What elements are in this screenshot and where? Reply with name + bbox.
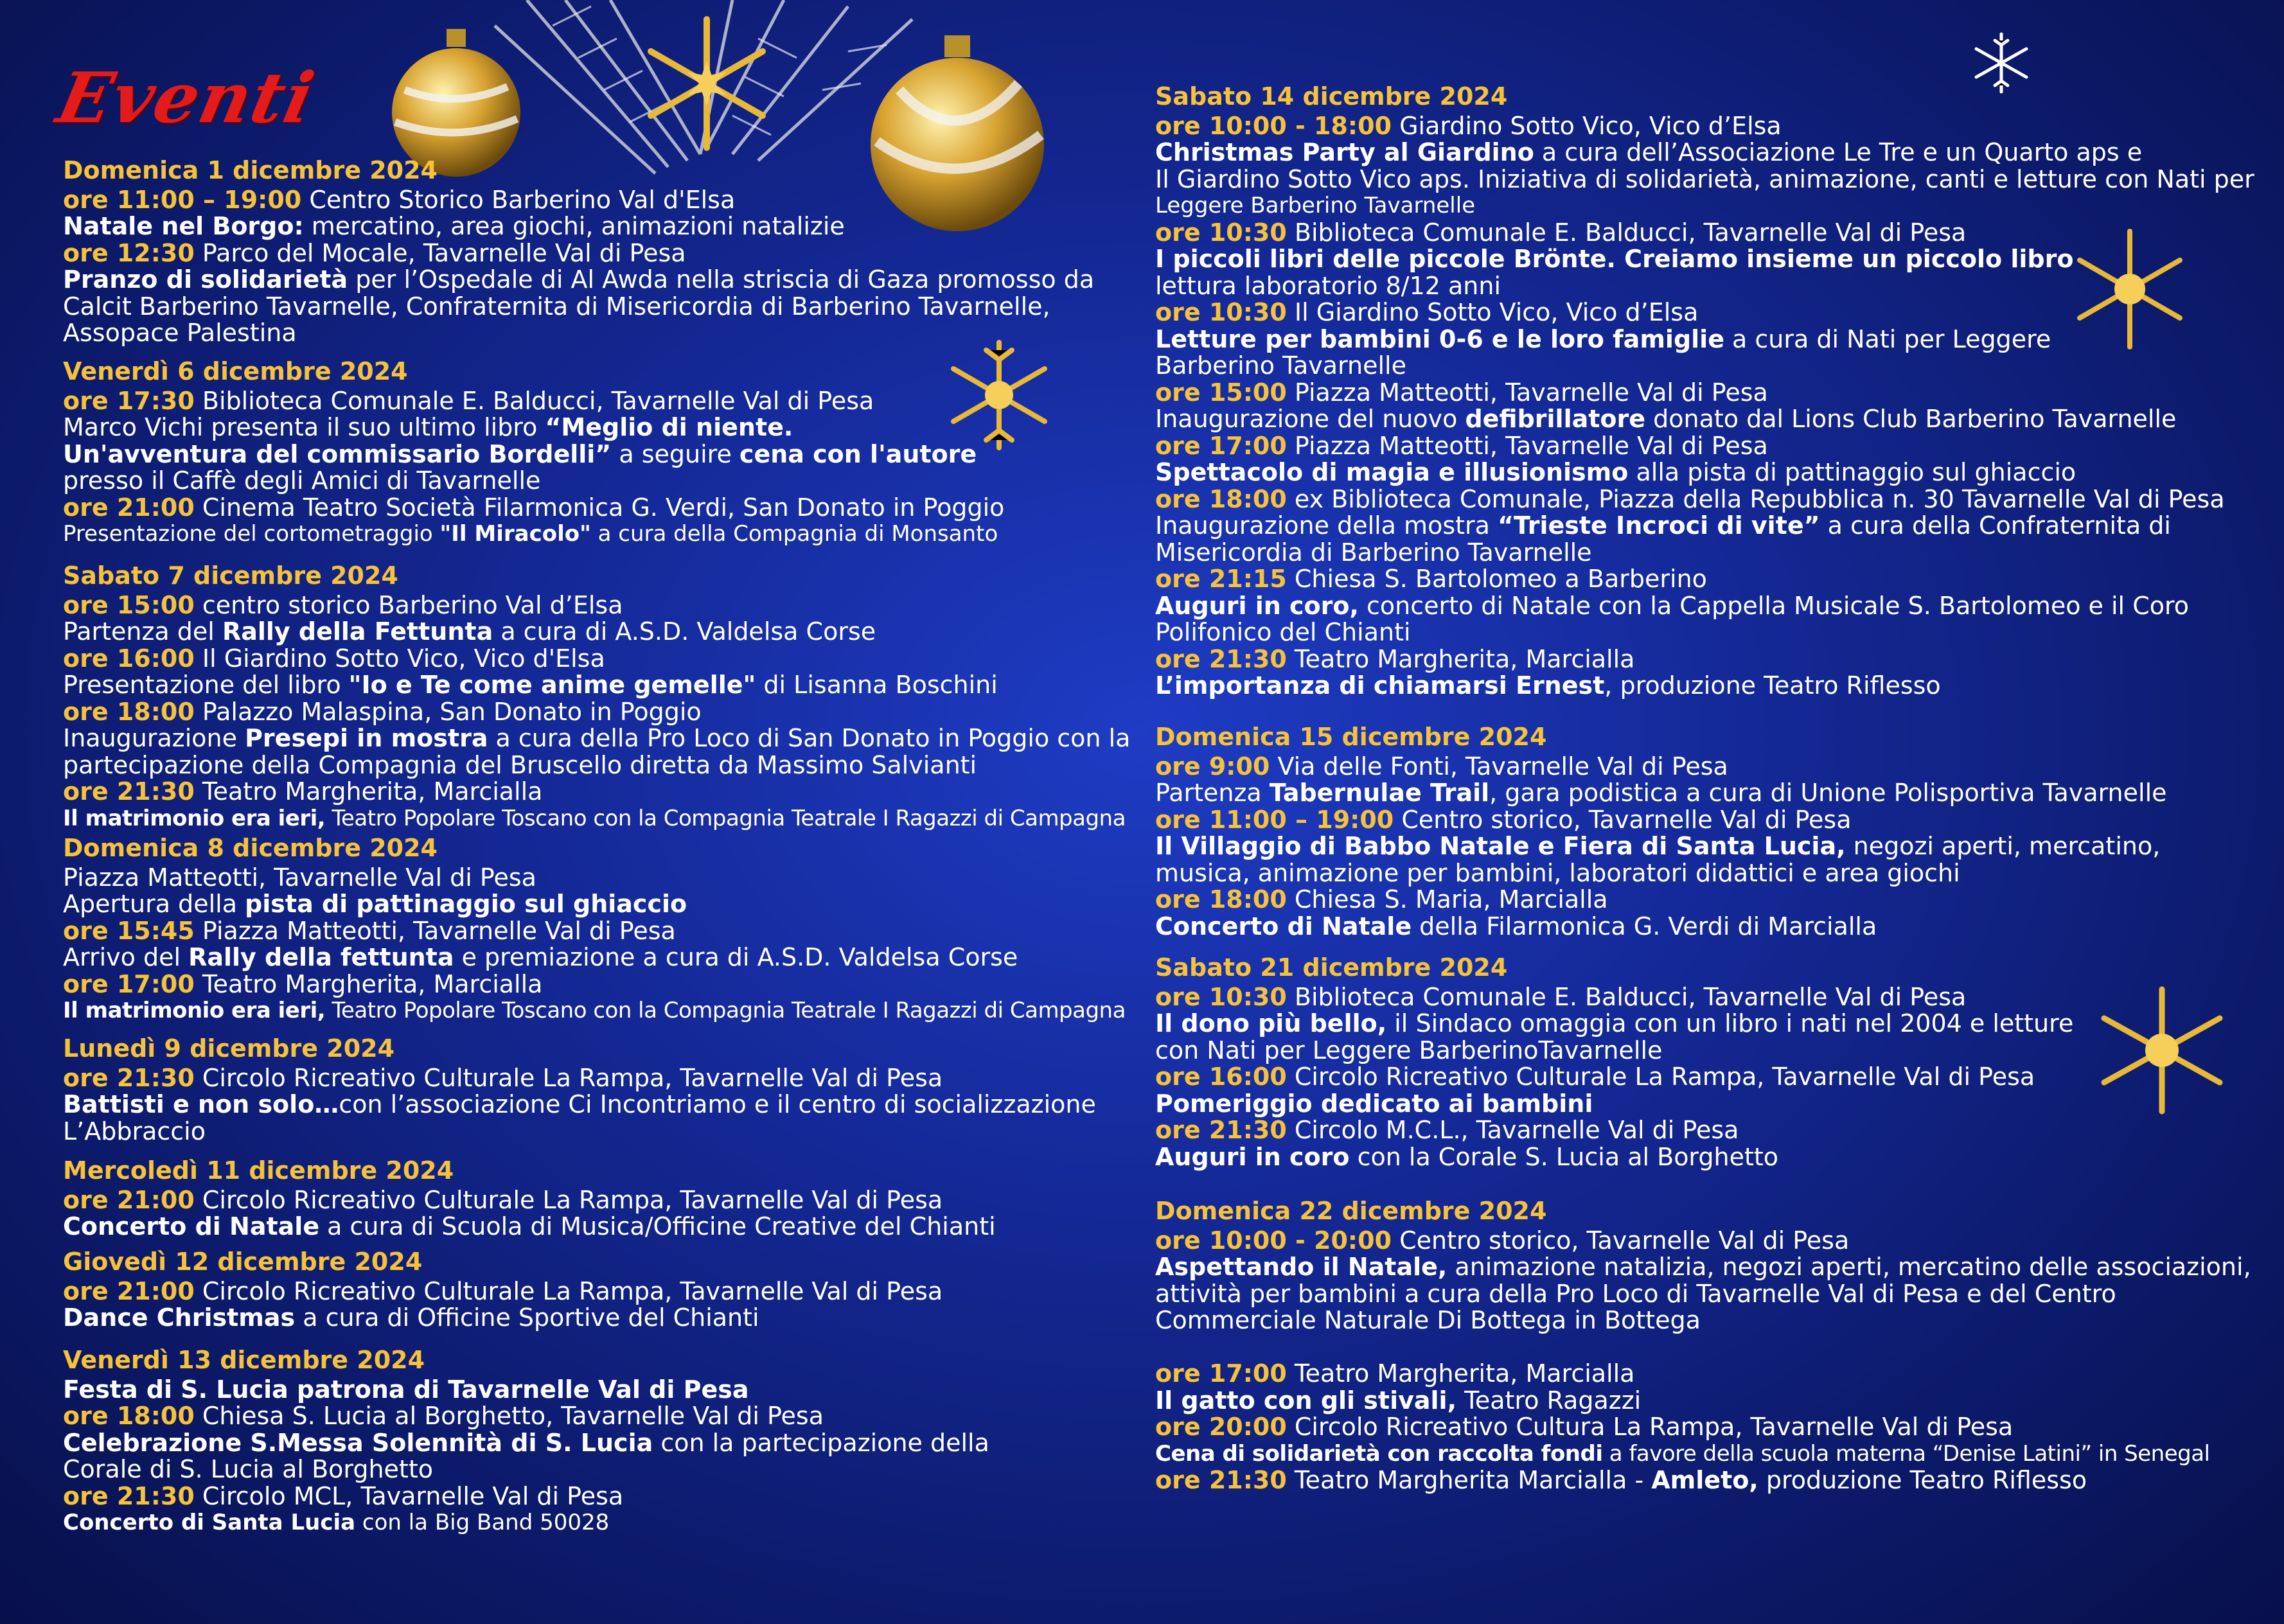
event-line xyxy=(1155,1090,1593,1118)
event-text: Misericordia di Barberino Tavarnelle xyxy=(1155,538,1592,567)
event-line xyxy=(1155,779,2167,807)
event-text: Iniziativa di solidarietà, animazione, canti e letture con Nati per xyxy=(1477,164,2254,193)
event-text: Teatro Margherita Marcialla - xyxy=(1286,1466,1652,1494)
event-line xyxy=(1155,671,1941,700)
event-line xyxy=(1155,432,1768,460)
date-heading: Venerdì 6 dicembre 2024 xyxy=(63,357,408,385)
date-heading: Domenica 15 dicembre 2024 xyxy=(1155,723,1547,751)
event-text: a seguire xyxy=(611,439,739,468)
event-line xyxy=(1155,618,1411,646)
event-time: ore 11:00 – 19:00 xyxy=(1155,805,1394,834)
event-text: Circolo M.C.L., Tavarnelle Val di Pesa xyxy=(1286,1116,1739,1144)
event-title: Auguri in coro, xyxy=(1155,591,1359,620)
event-text: Il Giardino Sotto Vico, Vico d'Elsa xyxy=(194,644,605,673)
event-text: partecipazione della Compagnia del Bruscello diretta da Massimo Salvianti xyxy=(63,750,977,779)
event-text: a cura dell’Associazione Le Tre e un Quarto aps e xyxy=(1534,138,2143,166)
event-title: Auguri in coro xyxy=(1155,1142,1350,1171)
event-text: Chiesa S. Maria, Marcialla xyxy=(1286,885,1608,914)
event-time: ore 18:00 xyxy=(63,697,195,726)
event-text: animazione natalizia, negozi aperti, mercatino delle associazioni, xyxy=(1447,1253,2251,1281)
event-line xyxy=(63,1064,943,1092)
event-text: centro storico Barberino Val d’Elsa xyxy=(194,590,623,619)
event-time: ore 16:00 xyxy=(63,644,195,673)
event-title: Battisti e non solo… xyxy=(63,1090,339,1118)
event-text: a cura di A.S.D. Valdelsa Corse xyxy=(493,617,876,646)
event-line xyxy=(63,777,542,806)
event-title: Concerto di Natale xyxy=(63,1212,320,1240)
event-line xyxy=(63,644,605,673)
event-title: Spettacolo di magia e illusionismo xyxy=(1155,458,1629,486)
event-time: ore 17:00 xyxy=(1155,1359,1287,1388)
event-text: Inaugurazione della mostra xyxy=(1155,511,1498,540)
event-text: Leggere Barberino Tavarnelle xyxy=(1155,193,1476,218)
event-text: Piazza Matteotti, Tavarnelle Val di Pesa xyxy=(194,916,676,945)
event-text: Piazza Matteotti, Tavarnelle Val di Pesa xyxy=(63,863,536,892)
event-title: Il gatto con gli stivali, xyxy=(1155,1386,1457,1415)
event-line xyxy=(63,186,735,214)
event-text: Inaugurazione del nuovo xyxy=(1155,405,1465,433)
event-line xyxy=(63,239,686,267)
event-time: ore 21:30 xyxy=(63,777,195,806)
event-title: Letture per bambini 0-6 e le loro famiglie xyxy=(1155,324,1724,353)
event-title: Tabernulae Trail xyxy=(1269,779,1490,807)
event-line xyxy=(63,1212,996,1240)
event-time: ore 11:00 – 19:00 xyxy=(63,185,302,214)
event-title: “Meglio di niente. xyxy=(545,413,793,441)
event-text: Presentazione del cortometraggio xyxy=(63,521,440,547)
event-line xyxy=(63,1429,989,1457)
event-line xyxy=(1155,1280,2116,1308)
event-line xyxy=(1155,538,1592,567)
event-line xyxy=(1155,458,2076,486)
event-text: a cura della Compagnia di Monsanto xyxy=(590,521,998,547)
event-text: Circolo Ricreativo Culturale La Rampa, Tavarnelle Val di Pesa xyxy=(194,1185,943,1214)
event-line xyxy=(1155,218,1966,247)
event-line xyxy=(63,212,845,240)
event-line xyxy=(63,996,1126,1025)
event-line xyxy=(63,1277,943,1305)
event-text: Presentazione del libro xyxy=(63,671,349,699)
event-time: ore 17:30 xyxy=(63,386,195,415)
event-title: Presepi in mostra xyxy=(245,724,488,752)
event-text: Centro storico, Tavarnelle Val di Pesa xyxy=(1394,805,1852,834)
event-title: Celebrazione S.Messa Solennità di S. Lucia xyxy=(63,1428,653,1457)
date-heading: Sabato 7 dicembre 2024 xyxy=(63,561,398,590)
event-text: Centro storico, Tavarnelle Val di Pesa xyxy=(1392,1226,1850,1255)
event-line xyxy=(1155,378,1768,407)
event-title: Concerto di Natale xyxy=(1155,912,1412,940)
event-line xyxy=(63,1186,943,1214)
event-title: Festa di S. Lucia patrona di Tavarnelle Val di Pesa xyxy=(63,1375,749,1404)
event-title: Christmas Party al Giardino xyxy=(1155,138,1534,166)
event-text: Piazza Matteotti, Tavarnelle Val di Pesa xyxy=(1286,431,1768,460)
event-line xyxy=(1155,859,1960,887)
event-line xyxy=(1155,752,1728,781)
event-text: il Sindaco omaggia con un libro i nati nel 2004 e letture xyxy=(1386,1009,2074,1037)
event-text: Partenza xyxy=(1155,779,1270,807)
event-text: per l’Ospedale di Al Awda nella striscia di Gaza promosso da xyxy=(348,265,1095,294)
gold-snowflake-left-icon xyxy=(941,337,1057,453)
event-title: Rally della Fettunta xyxy=(222,617,493,646)
event-text: Barberino Tavarnelle xyxy=(1155,351,1406,380)
event-line xyxy=(63,617,876,646)
event-time: ore 17:00 xyxy=(63,969,195,998)
event-time: ore 21:30 xyxy=(63,1481,195,1510)
event-time: ore 20:00 xyxy=(1155,1413,1287,1441)
event-line xyxy=(63,1090,1096,1118)
event-title: L’importanza di chiamarsi Ernest xyxy=(1155,671,1605,700)
event-line xyxy=(63,724,1130,752)
event-time: ore 21:30 xyxy=(1155,644,1287,673)
event-line xyxy=(1155,1359,1634,1388)
event-text: Palazzo Malaspina, San Donato in Poggio xyxy=(194,697,702,726)
event-text: a cura della Pro Loco di San Donato in Poggio con la xyxy=(488,724,1131,752)
event-text: Giardino Sotto Vico, Vico d’Elsa xyxy=(1392,111,1782,140)
event-line xyxy=(63,520,998,548)
event-title: I piccoli libri delle piccole Brönte. Creiamo insieme un piccolo libro xyxy=(1155,245,2074,273)
event-title: cena con l'autore xyxy=(739,439,977,468)
date-heading: Giovedì 12 dicembre 2024 xyxy=(63,1248,423,1276)
event-line xyxy=(63,1455,433,1483)
event-line xyxy=(63,1375,749,1404)
event-line xyxy=(63,319,297,347)
gold-snowflake-top-icon xyxy=(636,13,777,154)
event-text: a cura di Officine Sportive del Chianti xyxy=(295,1303,759,1332)
event-text: di Lisanna Boschini xyxy=(756,671,998,699)
event-time: ore 15:00 xyxy=(1155,378,1287,407)
event-text: Circolo Ricreativo Culturale La Rampa, Tavarnelle Val di Pesa xyxy=(1286,1063,2035,1091)
event-line xyxy=(1155,645,1634,673)
event-line xyxy=(1155,1036,1662,1064)
event-title: Pranzo di solidarietà xyxy=(63,265,348,294)
event-time: ore 21:30 xyxy=(1155,1116,1287,1144)
event-text: , produzione Teatro Riflesso xyxy=(1604,671,1941,700)
event-line xyxy=(1155,405,2176,433)
event-line xyxy=(1155,832,2160,860)
event-title: Il matrimonio era ieri, xyxy=(63,805,326,831)
date-heading: Domenica 1 dicembre 2024 xyxy=(63,156,438,184)
event-line xyxy=(63,1303,759,1332)
event-title: “Trieste Incroci di vite” xyxy=(1498,511,1820,540)
event-line xyxy=(1155,191,1475,220)
event-time: ore 10:30 xyxy=(1155,218,1287,247)
event-line xyxy=(1155,511,2171,540)
event-line xyxy=(63,265,1094,294)
event-text: alla pista di pattinaggio sul ghiaccio xyxy=(1628,458,2076,486)
event-text: Piazza Matteotti, Tavarnelle Val di Pesa xyxy=(1286,378,1768,407)
event-line xyxy=(1155,885,1608,914)
event-line xyxy=(63,1402,824,1430)
event-text: con la partecipazione della xyxy=(653,1428,989,1457)
event-line xyxy=(63,1117,206,1145)
event-text: attività per bambini a cura della Pro Loco di Tavarnelle Val di Pesa e del Centro xyxy=(1155,1279,2116,1308)
event-text: mercatino, area giochi, animazioni natalizie xyxy=(303,212,845,240)
gold-snowflake-right-top-icon xyxy=(2072,225,2188,353)
event-time: ore 18:00 xyxy=(1155,885,1287,914)
event-line xyxy=(1155,325,2051,353)
event-text: Centro Storico Barberino Val d'Elsa xyxy=(301,185,736,214)
event-line xyxy=(63,671,998,699)
event-title: Rally della fettunta xyxy=(188,943,454,971)
event-text: Teatro Popolare Toscano con la Compagnia Teatrale I Ragazzi di Campagna xyxy=(325,998,1126,1023)
date-heading: Sabato 21 dicembre 2024 xyxy=(1155,953,1508,982)
event-line xyxy=(1155,165,2254,193)
event-line xyxy=(63,751,977,779)
event-text: lettura laboratorio 8/12 anni xyxy=(1155,271,1501,300)
event-line xyxy=(63,591,623,619)
event-line xyxy=(1155,1413,2013,1441)
event-time: ore 18:00 xyxy=(1155,484,1287,513)
gold-snowflake-right-bottom-icon xyxy=(2088,983,2236,1118)
date-heading: Sabato 14 dicembre 2024 xyxy=(1155,82,1508,110)
event-text: donato dal Lions Club Barberino Tavarnelle xyxy=(1645,405,2177,433)
event-line xyxy=(63,917,676,945)
event-time: ore 10:00 - 18:00 xyxy=(1155,111,1392,140)
event-title: Il dono più bello, xyxy=(1155,1009,1387,1037)
event-text: Cinema Teatro Società Filarmonica G. Verdi, San Donato in Poggio xyxy=(194,493,1005,522)
event-time: ore 10:00 - 20:00 xyxy=(1155,1226,1392,1255)
event-line xyxy=(63,698,702,726)
event-time: ore 17:00 xyxy=(1155,431,1287,460)
event-time: ore 21:00 xyxy=(63,1185,195,1214)
event-line xyxy=(1155,245,2073,273)
event-text: Teatro Margherita, Marcialla xyxy=(194,969,543,998)
date-heading: Mercoledì 11 dicembre 2024 xyxy=(63,1156,454,1185)
event-line xyxy=(1155,806,1851,834)
event-text: ex Biblioteca Comunale, Piazza della Repubblica n. 30 Tavarnelle Val di Pesa xyxy=(1286,484,2225,513)
event-text: Commerciale Naturale Di Bottega in Bottega xyxy=(1155,1306,1701,1334)
event-text: , gara podistica a cura di Unione Polisportiva Tavarnelle xyxy=(1489,779,2167,807)
event-line xyxy=(1155,1466,2087,1494)
event-text: Circolo MCL, Tavarnelle Val di Pesa xyxy=(194,1481,624,1510)
event-time: ore 9:00 xyxy=(1155,752,1270,781)
date-heading: Lunedì 9 dicembre 2024 xyxy=(63,1034,395,1063)
event-line xyxy=(63,943,1018,971)
event-title: Pomeriggio dedicato ai bambini xyxy=(1155,1089,1593,1118)
event-text: Apertura della xyxy=(63,890,245,918)
event-title: Il Villaggio di Babbo Natale e Fiera di Santa Lucia, xyxy=(1155,832,1846,860)
event-line xyxy=(63,804,1126,833)
date-heading: Venerdì 13 dicembre 2024 xyxy=(63,1346,425,1374)
event-text: a cura della Confraternita di xyxy=(1819,511,2171,540)
event-title: "Io e Te come anime gemelle" xyxy=(348,671,756,699)
event-time: ore 18:00 xyxy=(63,1402,195,1430)
event-time: ore 21:30 xyxy=(1155,1466,1287,1494)
event-time: ore 10:30 xyxy=(1155,982,1287,1011)
event-line xyxy=(1155,272,1501,300)
event-time: ore 21:00 xyxy=(63,1276,195,1305)
page-title: Eventi xyxy=(50,58,322,139)
event-text: Parco del Mocale, Tavarnelle Val di Pesa xyxy=(194,238,686,267)
event-text: Marco Vichi presenta il suo ultimo libro xyxy=(63,413,545,441)
event-text: musica, animazione per bambini, laboratori didattici e area giochi xyxy=(1155,858,1960,887)
event-text: Partenza del xyxy=(63,617,222,646)
event-text: Biblioteca Comunale E. Balducci, Tavarnelle Val di Pesa xyxy=(1286,218,1967,247)
event-title: Concerto di Santa Lucia xyxy=(63,1510,356,1535)
event-line xyxy=(1155,565,1707,593)
event-line xyxy=(63,1508,609,1537)
event-line xyxy=(1155,592,2189,620)
event-time: ore 16:00 xyxy=(1155,1063,1287,1091)
event-line xyxy=(63,292,1050,321)
event-text: Calcit Barberino Tavarnelle, Confraternita di Misericordia di Barberino Tavarnelle, xyxy=(63,292,1050,321)
event-text: presso il Caffè degli Amici di Tavarnelle xyxy=(63,466,541,495)
event-text: Teatro Ragazzi xyxy=(1456,1386,1642,1415)
event-line xyxy=(63,890,687,918)
event-title: "Il Miracolo" xyxy=(439,521,591,547)
white-snowflake-icon xyxy=(1966,31,2037,95)
event-title: Dance Christmas xyxy=(63,1303,296,1332)
event-title: Il matrimonio era ieri, xyxy=(63,998,326,1023)
event-line xyxy=(63,387,874,415)
event-text: Teatro Margherita, Marcialla xyxy=(1286,1359,1635,1388)
event-text: Il Giardino Sotto Vico, Vico d’Elsa xyxy=(1286,298,1699,326)
event-line xyxy=(63,493,1004,522)
event-line xyxy=(1155,1306,1701,1334)
event-text: Chiesa S. Lucia al Borghetto, Tavarnelle Val di Pesa xyxy=(194,1402,824,1430)
event-text: della Filarmonica G. Verdi di Marcialla xyxy=(1412,912,1877,940)
event-line xyxy=(1155,112,1782,140)
event-line xyxy=(1155,1386,1641,1415)
date-heading: Domenica 22 dicembre 2024 xyxy=(1155,1197,1547,1225)
event-time: ore 21:15 xyxy=(1155,565,1287,593)
event-text: negozi aperti, mercatino, xyxy=(1845,832,2161,860)
event-text: Corale di S. Lucia al Borghetto xyxy=(63,1455,433,1483)
event-text: Biblioteca Comunale E. Balducci, Tavarnelle Val di Pesa xyxy=(194,386,874,415)
event-text: Teatro Margherita, Marcialla xyxy=(194,777,543,806)
event-title: Cena di solidarietà con raccolta fondi xyxy=(1155,1440,1603,1467)
event-title: Un'avventura del commissario Bordelli” xyxy=(63,439,612,468)
event-time: ore 21:30 xyxy=(63,1063,195,1092)
event-line xyxy=(63,413,793,441)
event-text: produzione Teatro Riflesso xyxy=(1758,1466,2087,1494)
event-line xyxy=(63,440,977,468)
event-line xyxy=(63,1482,623,1510)
event-title: pista di pattinaggio sul ghiaccio xyxy=(245,890,687,918)
event-time: ore 15:45 xyxy=(63,916,195,945)
event-text: a favore della scuola materna “Denise Latini” in Senegal xyxy=(1602,1440,2210,1467)
event-line xyxy=(1155,1226,1849,1255)
event-time: ore 10:30 xyxy=(1155,298,1287,326)
event-title: Amleto, xyxy=(1651,1466,1758,1494)
gold-ornament-large-icon xyxy=(861,32,1054,238)
event-text: Circolo Ricreativo Culturale La Rampa, Tavarnelle Val di Pesa xyxy=(194,1276,943,1305)
event-text: L’Abbraccio xyxy=(63,1116,206,1145)
event-text: Circolo Ricreativo Cultura La Rampa, Tavarnelle Val di Pesa xyxy=(1286,1413,2014,1441)
event-text: con la Corale S. Lucia al Borghetto xyxy=(1349,1142,1779,1171)
event-text: Circolo Ricreativo Culturale La Rampa, Tavarnelle Val di Pesa xyxy=(194,1063,943,1092)
event-text: Inaugurazione xyxy=(63,724,245,752)
event-text: Il Giardino Sotto Vico aps. xyxy=(1155,164,1478,193)
event-title: Natale nel Borgo: xyxy=(63,212,304,240)
event-line xyxy=(1155,298,1698,326)
event-line xyxy=(1155,983,1966,1011)
event-text: con la Big Band 50028 xyxy=(355,1510,610,1535)
event-line xyxy=(1155,351,1406,380)
event-line xyxy=(63,466,540,495)
event-time: ore 21:00 xyxy=(63,493,195,522)
event-line xyxy=(1155,1253,2251,1281)
event-title: defibrillatore xyxy=(1465,405,1646,433)
event-line xyxy=(1155,1116,1739,1144)
event-line xyxy=(1155,1143,1778,1171)
event-text: concerto di Natale con la Cappella Musicale S. Bartolomeo e il Coro xyxy=(1358,591,2190,620)
event-text: con Nati per Leggere BarberinoTavarnelle xyxy=(1155,1036,1663,1064)
event-line xyxy=(1155,1009,2073,1037)
event-text: Arrivo del xyxy=(63,943,189,971)
event-text: e premiazione a cura di A.S.D. Valdelsa Corse xyxy=(454,943,1018,971)
event-line xyxy=(1155,485,2225,513)
event-text: Via delle Fonti, Tavarnelle Val di Pesa xyxy=(1270,752,1728,781)
event-text: a cura di Nati per Leggere xyxy=(1724,324,2051,353)
event-line xyxy=(1155,138,2142,166)
event-line xyxy=(1155,1063,2035,1091)
event-line xyxy=(63,970,542,998)
event-line xyxy=(1155,1440,2210,1468)
event-time: ore 15:00 xyxy=(63,590,195,619)
event-line xyxy=(63,863,536,892)
event-text: con l’associazione Ci Incontriamo e il centro di socializzazione xyxy=(339,1090,1096,1118)
event-text: Polifonico del Chianti xyxy=(1155,618,1411,646)
event-text: Assopace Palestina xyxy=(63,319,297,347)
event-title: Aspettando il Natale, xyxy=(1155,1253,1447,1281)
event-text: a cura di Scuola di Musica/Officine Creative del Chianti xyxy=(319,1212,996,1240)
date-heading: Domenica 8 dicembre 2024 xyxy=(63,834,438,862)
event-text: Teatro Popolare Toscano con la Compagnia Teatrale I Ragazzi di Campagna xyxy=(325,805,1126,831)
event-time: ore 12:30 xyxy=(63,238,195,267)
event-text: Teatro Margherita, Marcialla xyxy=(1286,644,1635,673)
event-line xyxy=(1155,912,1877,940)
event-text: Chiesa S. Bartolomeo a Barberino xyxy=(1286,565,1707,593)
event-text: Biblioteca Comunale E. Balducci, Tavarnelle Val di Pesa xyxy=(1286,982,1967,1011)
